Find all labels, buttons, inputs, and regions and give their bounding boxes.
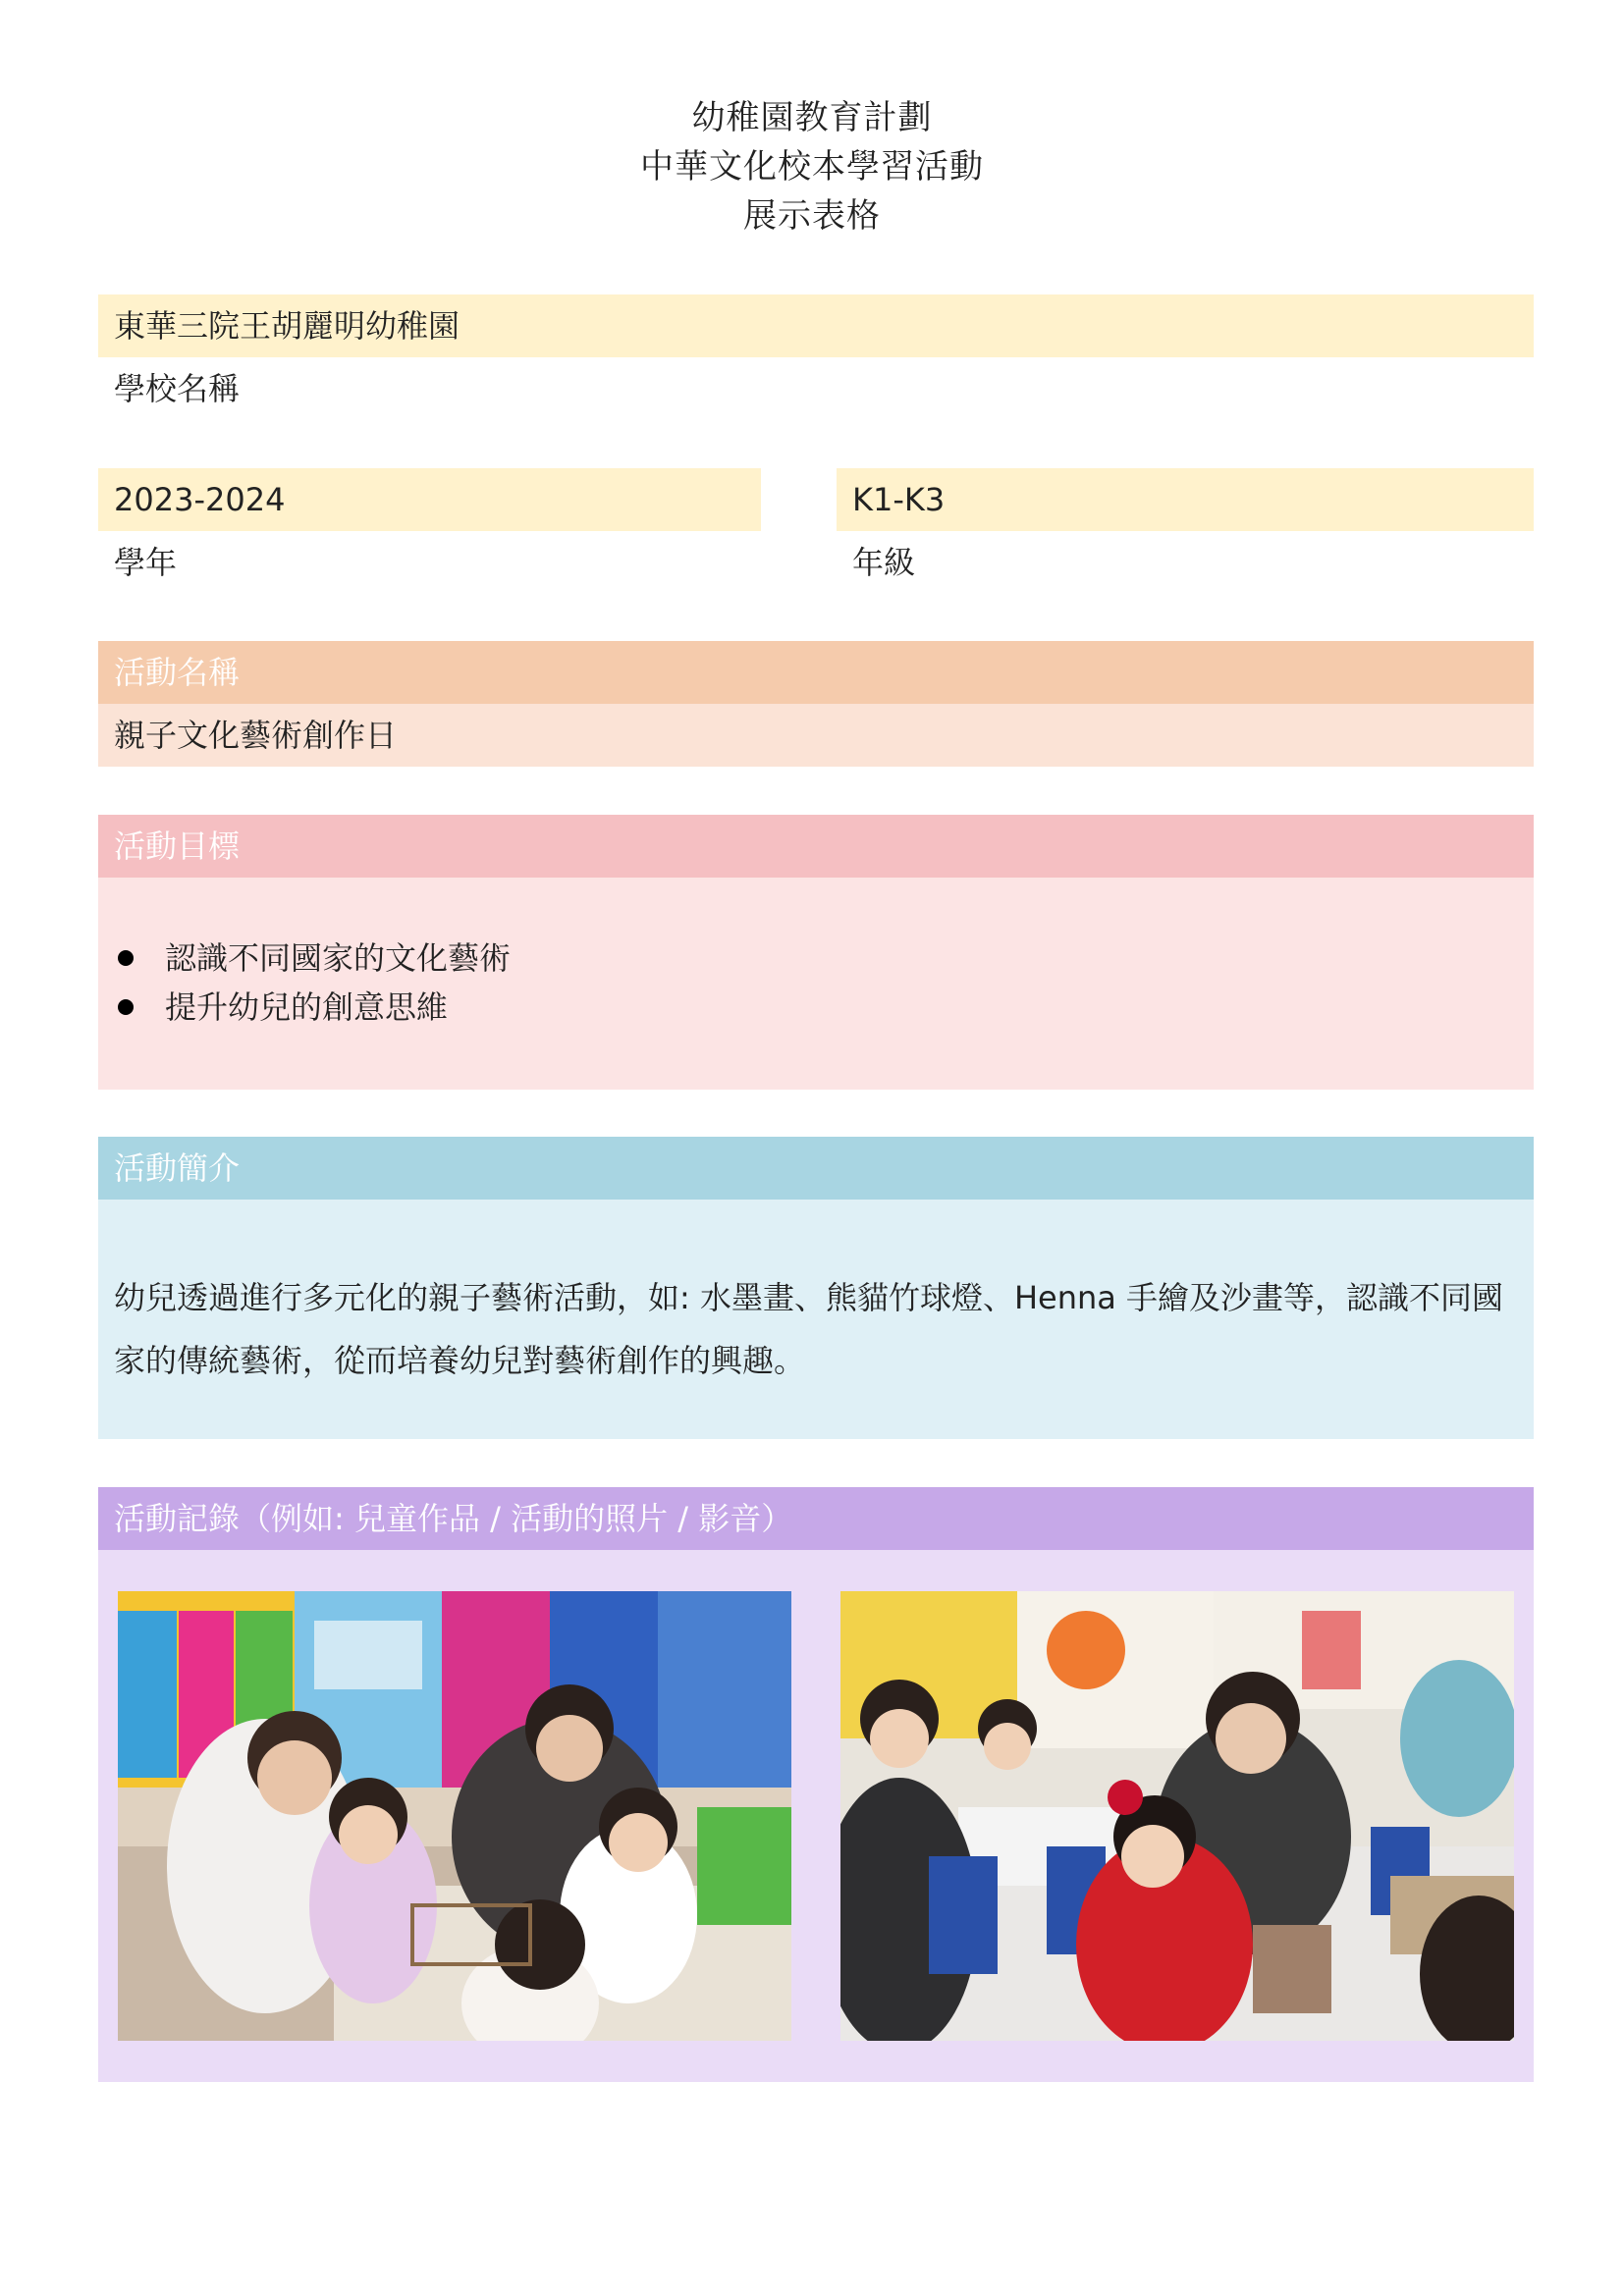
- bullet-icon: [118, 950, 134, 966]
- school-year-label: 學年: [114, 544, 178, 581]
- grade-value: K1-K3: [837, 468, 1534, 531]
- grade-label: 年級: [852, 544, 916, 581]
- title-line-2: 中華文化校本學習活動: [640, 147, 984, 187]
- bullet-icon: [118, 999, 134, 1015]
- school-name-label: 學校名稱: [114, 370, 241, 407]
- title-line-1: 幼稚園教育計劃: [691, 98, 933, 137]
- activity-name-value: 親子文化藝術創作日: [98, 704, 1534, 767]
- record-header: 活動記錄（例如: 兒童作品 / 活動的照片 / 影音）: [98, 1487, 1534, 1550]
- intro-text: 幼兒透過進行多元化的親子藝術活動，如: 水墨畫、熊貓竹球燈、Henna 手繪及沙畫等，認識不同國家的傳統藝術，從而培養幼兒對藝術創作的興趣。: [114, 1279, 1504, 1379]
- intro-header: 活動簡介: [98, 1137, 1534, 1200]
- school-year-value: 2023-2024: [98, 468, 761, 531]
- objectives-body: [98, 878, 1534, 1090]
- activity-photo-1: [118, 1591, 791, 2041]
- objectives-header: 活動目標: [98, 815, 1534, 878]
- school-name-value: 東華三院王胡麗明幼稚園: [98, 294, 1534, 357]
- activity-photo-2: [840, 1591, 1514, 2041]
- intro-body: [98, 1200, 1534, 1439]
- document-title: [0, 93, 1624, 240]
- activity-name-header: 活動名稱: [98, 641, 1534, 704]
- objective-item: 認識不同國家的文化藝術: [98, 934, 1534, 983]
- title-line-3: 展示表格: [743, 196, 881, 236]
- objective-item: 提升幼兒的創意思維: [98, 983, 1534, 1032]
- objectives-list: [98, 934, 1534, 1032]
